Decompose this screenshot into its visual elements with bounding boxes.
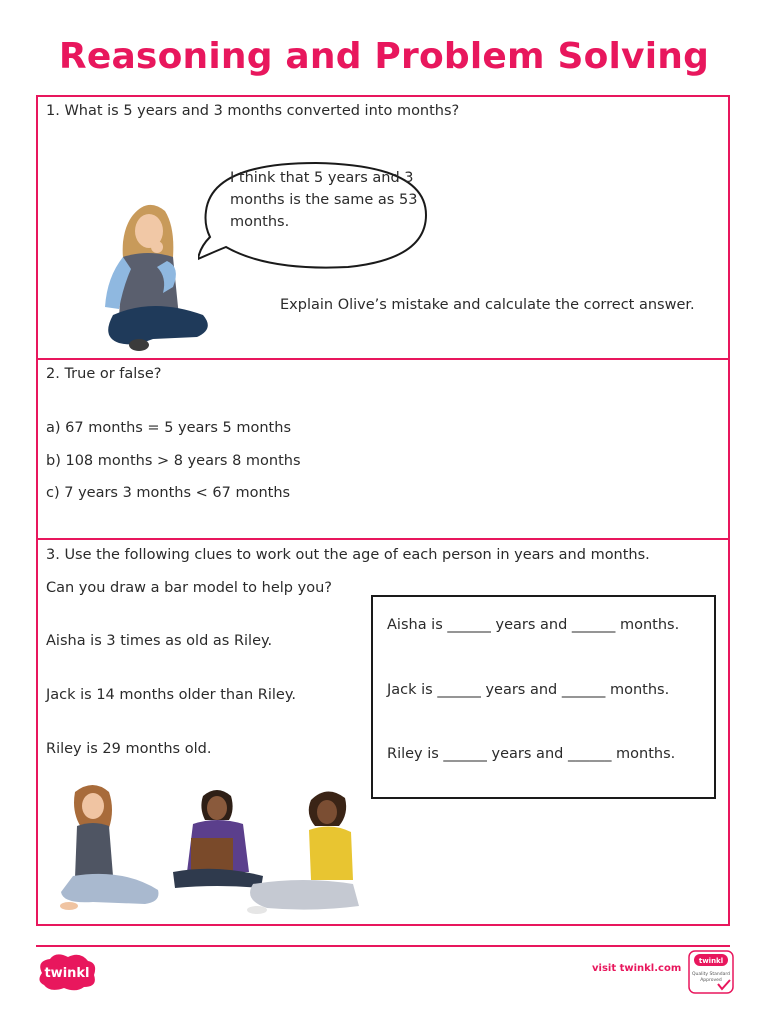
worksheet-frame	[36, 95, 730, 926]
question-2-section	[38, 360, 728, 540]
bar-model-prompt: Can you draw a bar model to help you?	[46, 580, 332, 596]
clue-riley: Riley is 29 months old.	[46, 741, 212, 757]
question-3-text: 3. Use the following clues to work out the age of each person in years and months.	[46, 547, 650, 563]
speech-bubble-text	[230, 167, 440, 233]
quality-badge	[688, 950, 734, 994]
badge-line: Quality Standard	[692, 972, 730, 977]
logo-text: twinkl	[44, 966, 90, 981]
clue-jack: Jack is 14 months older than Riley.	[46, 687, 296, 703]
visit-link[interactable]: visit twinkl.com	[592, 963, 682, 974]
answer-aisha: Aisha is ______ years and ______ months.	[387, 617, 680, 633]
statement-a: a) 67 months = 5 years 5 months	[46, 420, 291, 436]
question-1-instruction: Explain Olive’s mistake and calculate the correct answer.	[280, 297, 695, 313]
question-2-text: 2. True or false?	[46, 366, 162, 382]
statement-c: c) 7 years 3 months < 67 months	[46, 485, 291, 501]
badge-title: twinkl	[698, 957, 724, 965]
twinkl-logo	[36, 953, 98, 993]
badge-line: Approved	[700, 978, 722, 983]
question-3-section	[38, 540, 728, 926]
question-1-text: 1. What is 5 years and 3 months converted into months?	[46, 103, 460, 119]
statement-b: b) 108 months > 8 years 8 months	[46, 453, 301, 469]
page-title: Reasoning and Problem Solving	[58, 36, 710, 77]
answer-riley: Riley is ______ years and ______ months.	[387, 746, 676, 762]
answer-jack: Jack is ______ years and ______ months.	[387, 682, 670, 698]
clue-aisha: Aisha is 3 times as old as Riley.	[46, 633, 273, 649]
bubble-line: I think that 5 years and 3	[230, 170, 414, 186]
answer-box	[371, 595, 716, 799]
children-group-illustration	[53, 780, 373, 920]
footer-divider	[36, 945, 730, 947]
question-1-section	[38, 97, 728, 360]
bubble-line: months is the same as 53	[230, 192, 418, 208]
bubble-line: months.	[230, 214, 290, 230]
